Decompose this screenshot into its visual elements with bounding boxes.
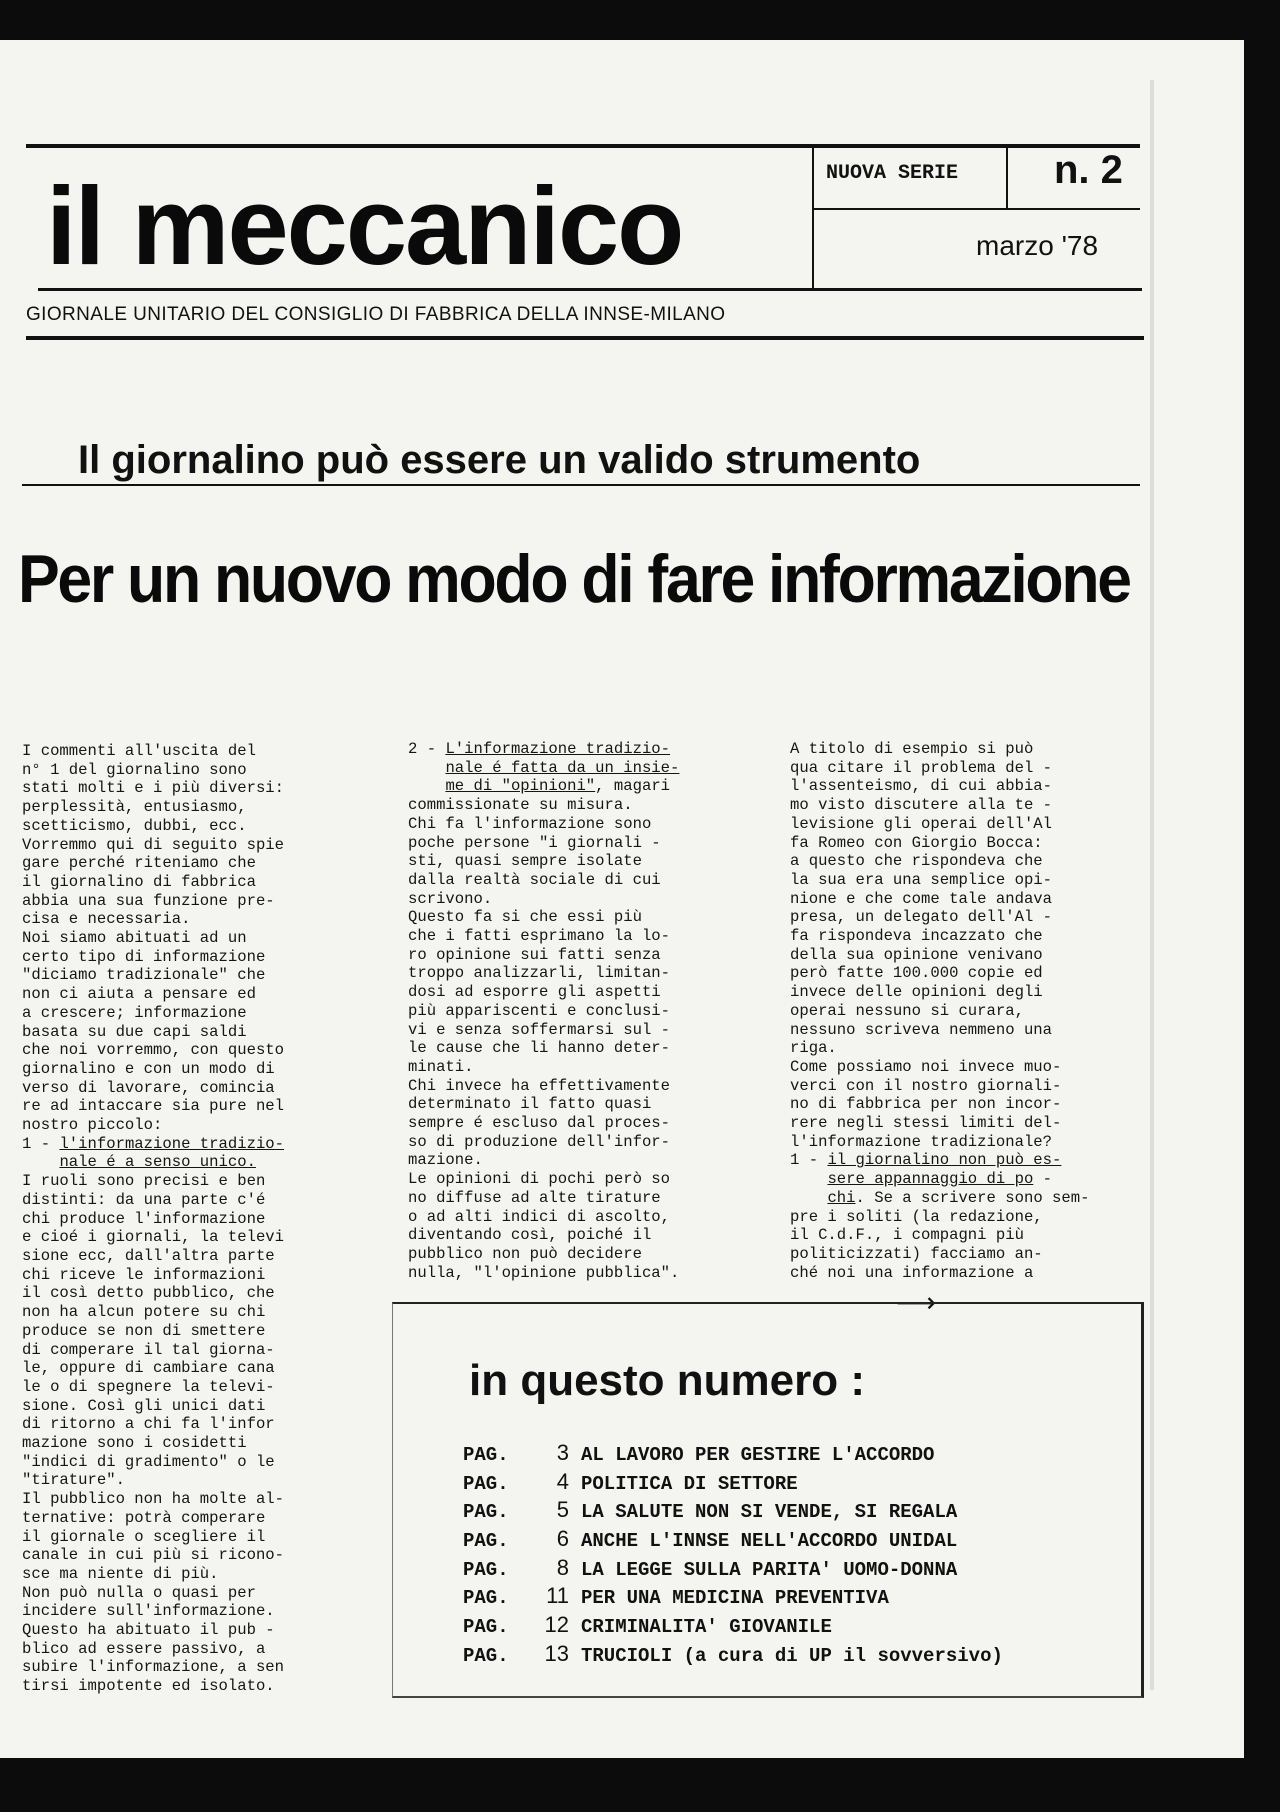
contents-box (392, 1302, 1144, 1698)
contents-page-label: PAG. (463, 1616, 509, 1639)
contents-item-title: ANCHE L'INNSE NELL'ACCORDO UNIDAL (581, 1530, 958, 1553)
contents-list (463, 1440, 1003, 1670)
point-1-heading-line-2: nale é a senso unico. (59, 1153, 256, 1172)
point-3-heading-tail: . Se a scrivere sono sem- (855, 1188, 1090, 1207)
contents-item (463, 1555, 1003, 1584)
contents-page-number: 3 (556, 1440, 569, 1465)
masthead-box-rule (812, 208, 1140, 210)
arrow-right-icon: ⟶ (896, 1286, 937, 1319)
contents-item-title: TRUCIOLI (a cura di UP il sovversivo) (581, 1644, 1003, 1667)
article-kicker: Il giornalino può essere un valido strumento (78, 438, 921, 482)
masthead-box-divider-2 (1006, 144, 1008, 210)
contents-page-number: 8 (556, 1554, 569, 1580)
masthead-box-divider (812, 144, 814, 290)
contents-item-title: LA LEGGE SULLA PARITA' UOMO-DONNA (581, 1558, 958, 1581)
point-1-number: 1 - (22, 1134, 60, 1153)
contents-item-title: AL LAVORO PER GESTIRE L'ACCORDO (581, 1444, 935, 1466)
contents-page-label: PAG. (463, 1472, 509, 1495)
contents-page-label: PAG. (463, 1501, 509, 1524)
issue-date: marzo '78 (976, 230, 1099, 261)
point-2-heading-line-2: nale é fatta da un insie- (445, 758, 680, 777)
contents-item (463, 1469, 1003, 1498)
contents-item (463, 1641, 1003, 1670)
contents-page-number: 6 (556, 1526, 569, 1552)
issue-number: n. 2 (1054, 148, 1123, 192)
column-1-body: I ruoli sono precisi e ben distinti: da una parte c'é chi produce l'informazione e cioé i giornali, la televi sione ecc, dall'altra parte chi riceve le informazioni il così detto pubblico, che non ha alcun potere su chi produce se non di smettere di comperare il tal giorna- le, oppure di cambiare cana le o di spegnere la televi- sione. Così gli unici dati di ritorno a chi fa l'infor mazione sono i cosidetti "indici di gradimento" o le "tirature". Il pubblico non ha molte al- ternative: potrà comperare il giornale o scegliere il canale in cui più si ricono- sce ma niente di più. Non può nulla o quasi per incidere sull'informazione. Questo ha abituato il pub - blico ad essere passivo, a subire l'informazione, a sen tirsi impotente ed isolato. (22, 1172, 285, 1696)
newspaper-title: il meccanico (46, 165, 683, 288)
article-headline: Per un nuovo modo di fare informazione (18, 541, 1130, 617)
contents-page-label: PAG. (463, 1530, 509, 1553)
point-3-number: 1 - (790, 1151, 828, 1170)
newspaper-page (0, 40, 1244, 1758)
page-edge-shadow (1150, 80, 1154, 1690)
contents-page-number: 12 (544, 1612, 569, 1638)
contents-page-number: 11 (546, 1583, 569, 1609)
series-label: NUOVA SERIE (826, 162, 959, 185)
column-2-body: commissionate su misura. Chi fa l'informazione sono poche persone "i giornali - sti, quasi sempre isolate dalla realtà sociale di cui scrivono. Questo fa si che essi più che i fatti esprimano la lo- ro opinione sui fatti senza troppo analizzarli, limitan- dosi ad esporre gli aspetti più appariscenti e conclusi- vi e senza soffermarsi sul - le cause che li hanno deter- minati. Chi invece ha effettivamente determinato il fatto quasi sempre é escluso dal proces- so di produzione dell'infor- mazione. Le opinioni di pochi però so no diffuse ad alte tirature o ad alti indici di ascolto, diventando così, poiché il pubblico non può decidere nulla, "l'opinione pubblica". (408, 796, 680, 1282)
contents-item-title: PER UNA MEDICINA PREVENTIVA (581, 1587, 889, 1610)
point-2-heading-line-3: me di "opinioni" (445, 777, 596, 796)
contents-page-label: PAG. (463, 1644, 509, 1667)
point-3-heading-line-1: il giornalino non può es- (827, 1151, 1062, 1170)
contents-item-title: CRIMINALITA' GIOVANILE (581, 1616, 832, 1639)
masthead-rule-middle (38, 288, 1142, 291)
kicker-rule (22, 484, 1140, 486)
point-2-number: 2 - (408, 740, 446, 758)
contents-page-label: PAG. (463, 1587, 509, 1610)
point-3-heading-line-3: chi (827, 1188, 856, 1207)
contents-item (463, 1526, 1003, 1555)
contents-item-title: POLITICA DI SETTORE (581, 1472, 798, 1495)
masthead-rule-bottom (26, 336, 1144, 340)
article-column-2 (408, 740, 679, 1282)
contents-page-number: 5 (556, 1497, 569, 1523)
newspaper-subtitle: GIORNALE UNITARIO DEL CONSIGLIO DI FABBRICA DELLA INNSE-MILANO (26, 304, 726, 325)
point-2-heading-tail: , magari (595, 777, 671, 796)
masthead-rule-top (26, 144, 1140, 148)
contents-item (463, 1497, 1003, 1526)
contents-title: in questo numero : (469, 1356, 865, 1405)
article-column-1 (22, 742, 284, 1696)
contents-item (463, 1440, 1003, 1469)
column-1-intro: I commenti all'uscita del n° 1 del giornalino sono stati molti e i più diversi: perplessità, entusiasmo, scetticismo, dubbi, ecc. Vorremmo qui di seguito spie gare perché riteniamo che il giornalino di fabbrica abbia una sua funzione pre- cisa e necessaria. Noi siamo abituati ad un certo tipo di informazione "diciamo tradizionale" che non ci aiuta a pensare ed a crescere; informazione basata su due capi saldi che noi vorremmo, con questo giornalino e con un modo di verso di lavorare, comincia re ad intaccare sia pure nel nostro piccolo: (22, 742, 285, 1135)
point-1-heading-line-1: l'informazione tradizio- (59, 1134, 285, 1153)
point-3-heading-dash: - (1033, 1170, 1053, 1189)
contents-page-number: 4 (556, 1468, 569, 1494)
contents-item (463, 1583, 1003, 1612)
contents-page-number: 13 (544, 1640, 569, 1666)
contents-page-label: PAG. (463, 1558, 509, 1581)
contents-item-title: LA SALUTE NON SI VENDE, SI REGALA (581, 1501, 958, 1524)
column-3-body: pre i soliti (la redazione, il C.d.F., i compagni più politicizzati) facciamo an- ché noi una informazione a (790, 1207, 1043, 1282)
article-column-3 (790, 740, 1089, 1282)
contents-item (463, 1612, 1003, 1641)
point-3-heading-line-2: sere appannaggio di po (827, 1170, 1034, 1189)
column-3-intro: A titolo di esempio si può qua citare il problema del - l'assenteismo, di cui abbia- mo visto discutere alla te - levisione gli operai dell'Al fa Romeo con Giorgio Bocca: a questo che rispondeva che la sua era una semplice opi- nione e che come tale andava presa, un delegato dell'Al - fa rispondeva incazzato che della sua opinione venivano però fatte 100.000 copie ed invece delle opinioni degli operai nessuno si curara, nessuno scriveva nemmeno una riga. Come possiamo noi invece muo- verci con il nostro giornali- no di fabbrica per non incor- rere negli stessi limiti del- l'informazione tradizionale? (790, 740, 1062, 1151)
point-2-heading-line-1: L'informazione tradizio- (445, 740, 671, 758)
contents-page-label: PAG. (463, 1444, 509, 1466)
